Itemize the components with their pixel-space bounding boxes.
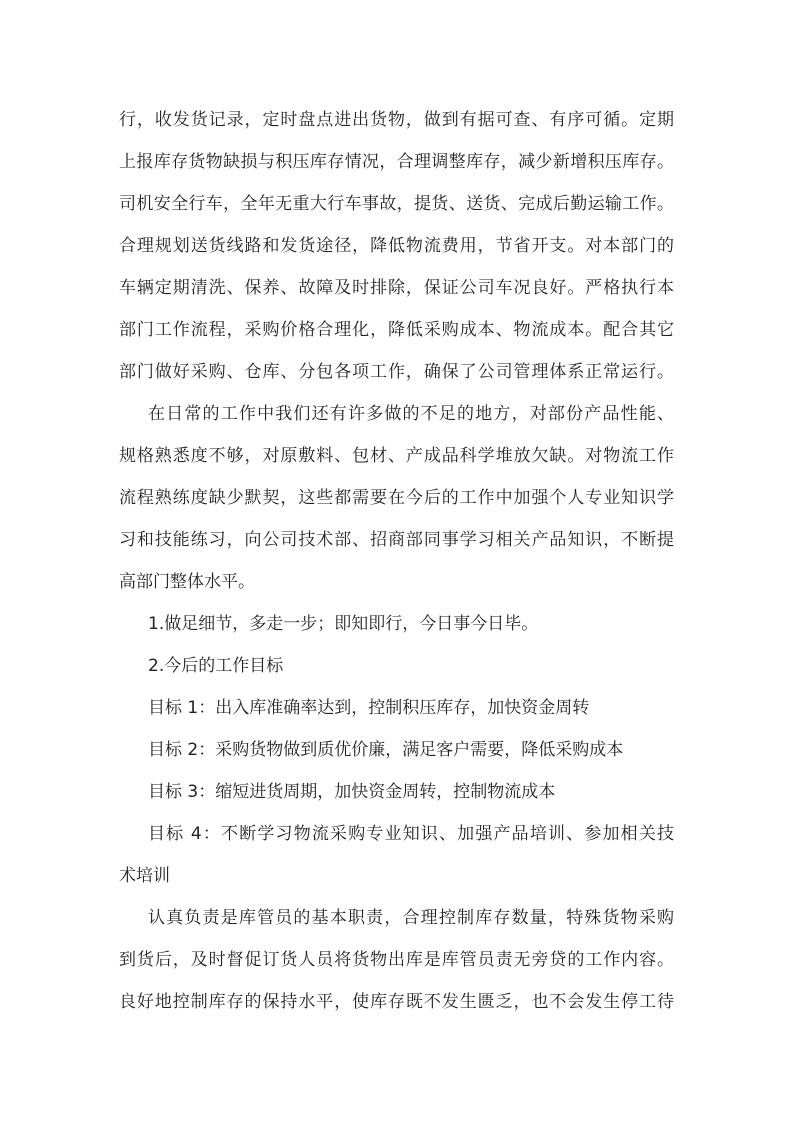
paragraph-line: 流程熟练度缺少默契，这些都需要在今后的工作中加强个人专业知识学 <box>119 488 674 508</box>
paragraph-line: 司机安全行车，全年无重大行车事故，提货、送货、完成后勤运输工作。 <box>119 194 674 214</box>
list-item: 目标 1：出入库准确率达到，控制积压库存，加快资金周转 <box>148 698 590 718</box>
list-item: 目标 4：不断学习物流采购专业知识、加强产品培训、参加相关技 <box>148 824 674 844</box>
paragraph-line: 合理规划送货线路和发货途径，降低物流费用，节省开支。对本部门的 <box>119 236 674 256</box>
list-item: 目标 2：采购货物做到质优价廉，满足客户需要，降低采购成本 <box>148 740 624 760</box>
paragraph-line: 部门做好采购、仓库、分包各项工作，确保了公司管理体系正常运行。 <box>119 362 674 382</box>
paragraph-line: 车辆定期清洗、保养、故障及时排除，保证公司车况良好。严格执行本 <box>119 278 674 298</box>
list-item: 2.今后的工作目标 <box>148 656 284 676</box>
list-item: 目标 3：缩短进货周期，加快资金周转，控制物流成本 <box>148 782 556 802</box>
paragraph-line: 高部门整体水平。 <box>119 572 255 592</box>
paragraph-line: 在日常的工作中我们还有许多做的不足的地方，对部份产品性能、 <box>148 404 674 424</box>
paragraph-line: 部门工作流程，采购价格合理化，降低采购成本、物流成本。配合其它 <box>119 320 674 340</box>
paragraph-line: 行，收发货记录，定时盘点进出货物，做到有据可查、有序可循。定期 <box>119 110 674 130</box>
paragraph-line: 上报库存货物缺损与积压库存情况，合理调整库存，减少新增积压库存。 <box>119 152 674 172</box>
paragraph-line: 到货后，及时督促订货人员将货物出库是库管员责无旁贷的工作内容。 <box>119 950 674 970</box>
paragraph-line: 习和技能练习，向公司技术部、招商部同事学习相关产品知识，不断提 <box>119 530 674 550</box>
paragraph-line: 规格熟悉度不够，对原敷料、包材、产成品科学堆放欠缺。对物流工作 <box>119 446 674 466</box>
paragraph-line: 良好地控制库存的保持水平，使库存既不发生匮乏，也不会发生停工待 <box>119 992 674 1012</box>
paragraph-line: 认真负责是库管员的基本职责，合理控制库存数量，特殊货物采购 <box>148 908 674 928</box>
list-item: 1.做足细节，多走一步；即知即行，今日事今日毕。 <box>148 614 539 634</box>
list-item-continuation: 术培训 <box>119 866 170 886</box>
